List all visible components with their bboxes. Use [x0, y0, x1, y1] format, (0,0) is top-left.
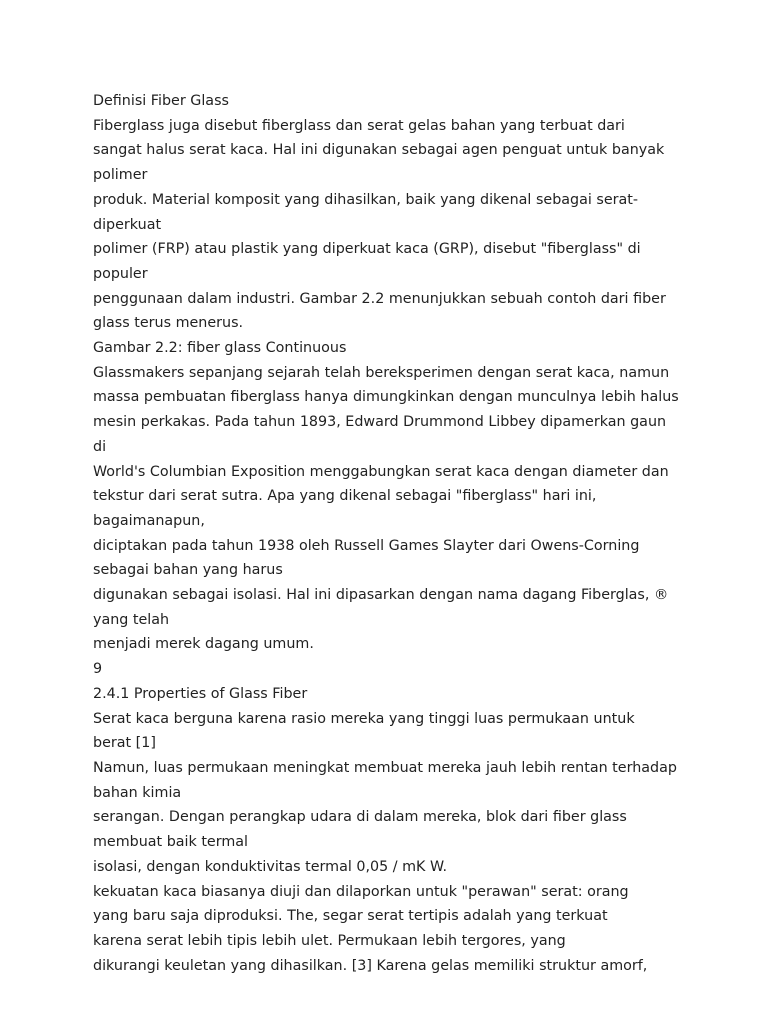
- text-line: Namun, luas permukaan meningkat membuat mereka jauh lebih rentan terhadap: [93, 759, 677, 776]
- text-line: di: [93, 438, 107, 455]
- text-line: polimer (FRP) atau plastik yang diperkuat kaca (GRP), disebut "fiberglass" di: [93, 241, 641, 258]
- text-line: produk. Material komposit yang dihasilkan, baik yang dikenal sebagai serat-: [93, 191, 639, 208]
- text-line: sangat halus serat kaca. Hal ini digunakan sebagai agen penguat untuk banyak: [93, 142, 665, 159]
- text-line: berat [1]: [93, 735, 156, 752]
- text-line: membuat baik termal: [93, 834, 249, 851]
- text-line: bahan kimia: [93, 784, 182, 801]
- text-line: yang baru saja diproduksi. The, segar serat tertipis adalah yang terkuat: [93, 908, 608, 925]
- text-line: kekuatan kaca biasanya diuji dan dilaporkan untuk "perawan" serat: orang: [93, 883, 629, 900]
- text-line: mesin perkakas. Pada tahun 1893, Edward Drummond Libbey dipamerkan gaun: [93, 414, 667, 431]
- section-heading: 2.4.1 Properties of Glass Fiber: [93, 685, 308, 702]
- page-number: 9: [93, 661, 103, 678]
- text-line: diciptakan pada tahun 1938 oleh Russell Games Slayter dari Owens-Corning: [93, 537, 640, 554]
- text-line: bagaimanapun,: [93, 512, 205, 529]
- text-line: polimer: [93, 167, 148, 184]
- text-line: massa pembuatan fiberglass hanya dimungkinkan dengan munculnya lebih halus: [93, 389, 679, 406]
- text-line: World's Columbian Exposition menggabungkan serat kaca dengan diameter dan: [93, 463, 669, 480]
- text-line: tekstur dari serat sutra. Apa yang dikenal sebagai "fiberglass" hari ini,: [93, 488, 597, 505]
- section-heading: Definisi Fiber Glass: [93, 93, 229, 109]
- text-line: karena serat lebih tipis lebih ulet. Permukaan lebih tergores, yang: [93, 932, 566, 949]
- text-line: isolasi, dengan konduktivitas termal 0,05 / mK W.: [93, 858, 448, 875]
- text-line: Serat kaca berguna karena rasio mereka yang tinggi luas permukaan untuk: [93, 710, 635, 727]
- text-line: Fiberglass juga disebut fiberglass dan serat gelas bahan yang terbuat dari: [93, 117, 625, 134]
- text-line: glass terus menerus.: [93, 315, 244, 332]
- text-line: digunakan sebagai isolasi. Hal ini dipasarkan dengan nama dagang Fiberglas, ®: [93, 587, 669, 604]
- text-line: penggunaan dalam industri. Gambar 2.2 menunjukkan sebuah contoh dari fiber: [93, 290, 666, 307]
- text-line: populer: [93, 265, 148, 282]
- text-line: dikurangi keuletan yang dihasilkan. [3] Karena gelas memiliki struktur amorf,: [93, 957, 648, 974]
- text-line: sebagai bahan yang harus: [93, 562, 283, 579]
- text-line: Glassmakers sepanjang sejarah telah bereksperimen dengan serat kaca, namun: [93, 364, 670, 381]
- text-line: yang telah: [93, 611, 170, 628]
- text-line: menjadi merek dagang umum.: [93, 636, 314, 653]
- document-page: [93, 89, 723, 978]
- text-line: serangan. Dengan perangkap udara di dalam mereka, blok dari fiber glass: [93, 809, 627, 826]
- text-line: diperkuat: [93, 216, 162, 233]
- figure-caption: Gambar 2.2: fiber glass Continuous: [93, 340, 347, 357]
